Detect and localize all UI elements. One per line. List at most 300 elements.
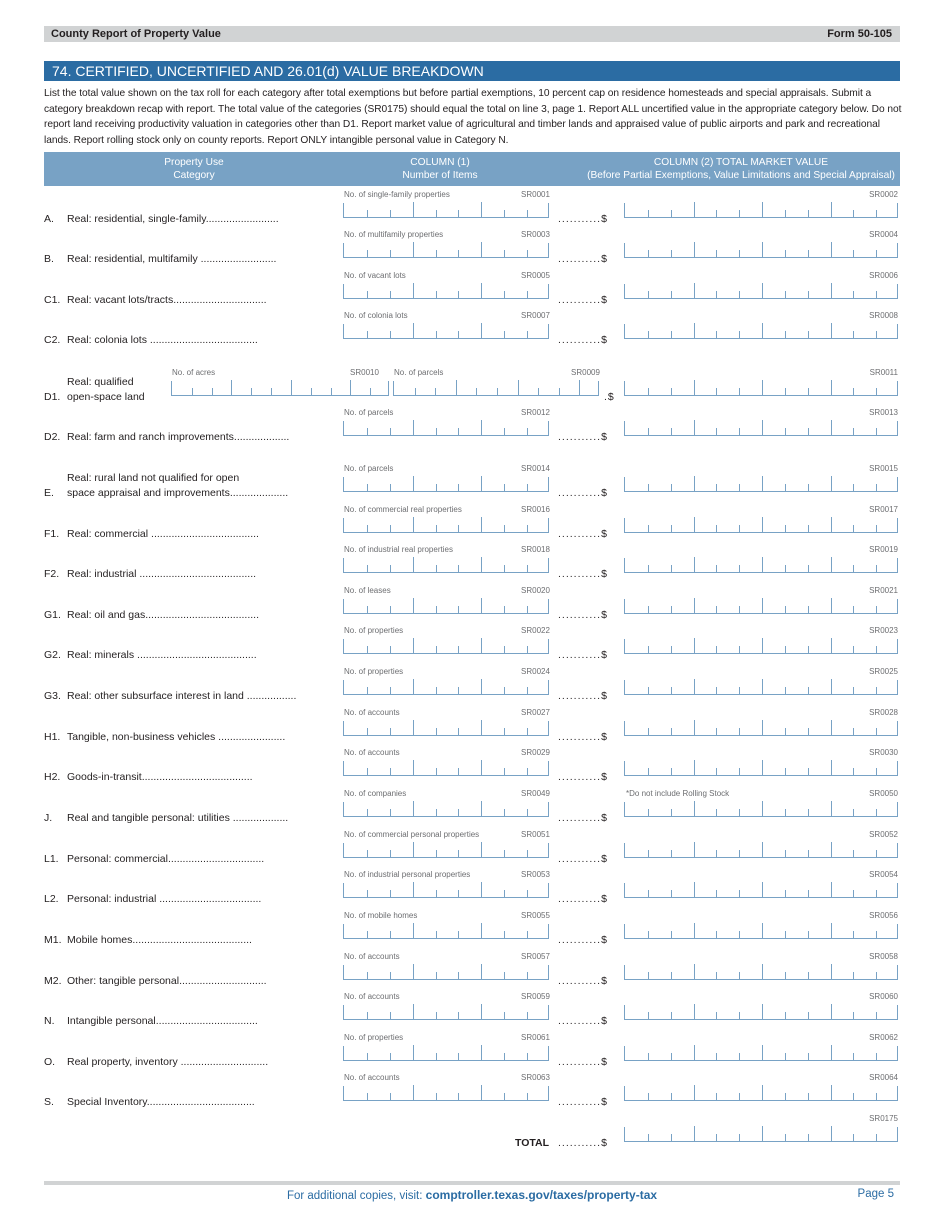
digit-divider xyxy=(413,679,414,694)
value-input[interactable] xyxy=(624,1005,898,1020)
value-input[interactable] xyxy=(624,883,898,898)
form-title: County Report of Property Value xyxy=(51,28,221,40)
digit-divider xyxy=(527,931,528,938)
dollar-sign: ...........$ xyxy=(558,1015,608,1027)
column-header-count-line2: Number of Items xyxy=(402,170,478,181)
count-code: SR0007 xyxy=(521,311,550,320)
digit-divider xyxy=(458,428,459,435)
value-code: SR0025 xyxy=(869,667,898,676)
digit-divider xyxy=(481,517,482,532)
value-input[interactable] xyxy=(624,965,898,980)
row-code: J. xyxy=(44,812,53,824)
digit-divider xyxy=(458,484,459,491)
digit-divider xyxy=(648,687,649,694)
count-code: SR0049 xyxy=(521,789,550,798)
digit-divider xyxy=(367,1053,368,1060)
value-input[interactable] xyxy=(624,243,898,258)
value-code: SR0008 xyxy=(869,311,898,320)
digit-divider xyxy=(671,687,672,694)
digit-divider xyxy=(413,801,414,816)
count-label: No. of industrial personal properties xyxy=(344,870,471,879)
category-row xyxy=(44,911,900,954)
digit-divider xyxy=(694,380,695,395)
digit-divider xyxy=(413,557,414,572)
digit-divider xyxy=(876,1134,877,1141)
digit-divider xyxy=(785,606,786,613)
digit-divider xyxy=(876,687,877,694)
digit-divider xyxy=(853,809,854,816)
digit-divider xyxy=(671,565,672,572)
digit-divider xyxy=(481,1045,482,1060)
digit-divider xyxy=(367,809,368,816)
count-input[interactable] xyxy=(343,284,549,299)
count-input[interactable] xyxy=(343,1086,549,1101)
digit-divider xyxy=(370,388,371,395)
row-code: O. xyxy=(44,1056,56,1068)
digit-divider xyxy=(808,565,809,572)
count-code: SR0063 xyxy=(521,1073,550,1082)
digit-divider xyxy=(694,598,695,613)
digit-divider xyxy=(458,210,459,217)
value-input[interactable] xyxy=(624,518,898,533)
digit-divider xyxy=(527,291,528,298)
dollar-sign: .$ xyxy=(604,391,615,403)
digit-divider xyxy=(694,638,695,653)
digit-divider xyxy=(853,931,854,938)
digit-divider xyxy=(762,476,763,491)
count-input[interactable] xyxy=(343,1005,549,1020)
digit-divider xyxy=(716,1012,717,1019)
dollar-sign: ...........$ xyxy=(558,853,608,865)
digit-divider xyxy=(808,931,809,938)
count-code: SR0055 xyxy=(521,911,550,920)
digit-divider xyxy=(390,525,391,532)
value-input[interactable] xyxy=(624,284,898,299)
digit-divider xyxy=(413,517,414,532)
digit-divider xyxy=(716,972,717,979)
digit-divider xyxy=(808,809,809,816)
digit-divider xyxy=(831,882,832,897)
digit-divider xyxy=(527,428,528,435)
category-row xyxy=(44,368,900,411)
digit-divider xyxy=(853,525,854,532)
count-input[interactable] xyxy=(343,639,549,654)
count-input[interactable] xyxy=(343,965,549,980)
digit-divider xyxy=(504,291,505,298)
count-code: SR0014 xyxy=(521,464,550,473)
digit-divider xyxy=(413,420,414,435)
total-value-code: SR0175 xyxy=(869,1114,898,1123)
digit-divider xyxy=(762,1045,763,1060)
digit-divider xyxy=(458,931,459,938)
digit-divider xyxy=(458,809,459,816)
value-code: SR0006 xyxy=(869,271,898,280)
dollar-sign: ...........$ xyxy=(558,771,608,783)
digit-divider xyxy=(481,801,482,816)
value-code: SR0002 xyxy=(869,190,898,199)
digit-divider xyxy=(785,809,786,816)
digit-divider xyxy=(831,760,832,775)
row-code: C2. xyxy=(44,334,61,346)
digit-divider xyxy=(694,1085,695,1100)
digit-divider xyxy=(367,768,368,775)
digit-divider xyxy=(739,1053,740,1060)
digit-divider xyxy=(436,484,437,491)
count-code: SR0051 xyxy=(521,830,550,839)
category-row xyxy=(44,311,900,354)
digit-divider xyxy=(762,1085,763,1100)
row-label: Real: commercial ..................................... xyxy=(67,528,259,540)
count-code: SR0020 xyxy=(521,586,550,595)
count-code: SR0009 xyxy=(571,368,600,377)
value-input[interactable] xyxy=(624,421,898,436)
count-label: No. of leases xyxy=(344,586,391,595)
count-code: SR0022 xyxy=(521,626,550,635)
digit-divider xyxy=(579,380,580,395)
column-header-bar xyxy=(44,152,900,186)
count-label: No. of commercial real properties xyxy=(344,505,462,514)
category-row xyxy=(44,626,900,669)
count-label: No. of parcels xyxy=(344,408,394,417)
value-code: SR0050 xyxy=(869,789,898,798)
digit-divider xyxy=(527,890,528,897)
row-code: N. xyxy=(44,1015,55,1027)
digit-divider xyxy=(853,291,854,298)
digit-divider xyxy=(435,388,436,395)
value-input[interactable] xyxy=(624,599,898,614)
row-label: Special Inventory..................................... xyxy=(67,1096,255,1108)
digit-divider xyxy=(481,760,482,775)
category-row xyxy=(44,190,900,233)
digit-divider xyxy=(808,850,809,857)
digit-divider xyxy=(831,202,832,217)
digit-divider xyxy=(739,250,740,257)
digit-divider xyxy=(458,728,459,735)
digit-divider xyxy=(853,1012,854,1019)
row-label: Other: tangible personal.............................. xyxy=(67,975,267,987)
digit-divider xyxy=(481,598,482,613)
digit-divider xyxy=(853,606,854,613)
category-row xyxy=(44,789,900,832)
count-input[interactable] xyxy=(343,883,549,898)
value-input[interactable] xyxy=(624,324,898,339)
value-input[interactable] xyxy=(624,680,898,695)
digit-divider xyxy=(481,557,482,572)
value-input[interactable] xyxy=(624,1086,898,1101)
digit-divider xyxy=(648,728,649,735)
value-input[interactable] xyxy=(624,203,898,218)
value-code: SR0017 xyxy=(869,505,898,514)
digit-divider xyxy=(527,606,528,613)
digit-divider xyxy=(716,331,717,338)
value-input[interactable] xyxy=(624,639,898,654)
digit-divider xyxy=(762,1004,763,1019)
digit-divider xyxy=(504,809,505,816)
digit-divider xyxy=(390,972,391,979)
digit-divider xyxy=(458,850,459,857)
digit-divider xyxy=(458,768,459,775)
count-label: No. of colonia lots xyxy=(344,311,408,320)
row-label-line2: open-space land xyxy=(67,391,145,403)
digit-divider xyxy=(876,428,877,435)
row-label: Personal: commercial................................. xyxy=(67,853,265,865)
digit-divider xyxy=(367,525,368,532)
digit-divider xyxy=(436,331,437,338)
digit-divider xyxy=(716,890,717,897)
digit-divider xyxy=(436,210,437,217)
category-row xyxy=(44,1073,900,1116)
digit-divider xyxy=(390,331,391,338)
digit-divider xyxy=(481,420,482,435)
digit-divider xyxy=(413,923,414,938)
digit-divider xyxy=(785,291,786,298)
digit-divider xyxy=(504,646,505,653)
digit-divider xyxy=(694,1045,695,1060)
digit-divider xyxy=(504,484,505,491)
count-input[interactable] xyxy=(343,721,549,736)
footer-divider xyxy=(44,1181,900,1185)
digit-divider xyxy=(671,931,672,938)
count-input[interactable] xyxy=(343,477,549,492)
count-code: SR0005 xyxy=(521,271,550,280)
row-label: Real and tangible personal: utilities ................... xyxy=(67,812,289,824)
digit-divider xyxy=(367,1093,368,1100)
digit-divider xyxy=(876,890,877,897)
digit-divider xyxy=(481,283,482,298)
count-input[interactable] xyxy=(343,843,549,858)
digit-divider xyxy=(458,1012,459,1019)
digit-divider xyxy=(671,646,672,653)
digit-divider xyxy=(458,1093,459,1100)
digit-divider xyxy=(436,606,437,613)
category-row xyxy=(44,586,900,629)
digit-divider xyxy=(739,931,740,938)
digit-divider xyxy=(481,202,482,217)
count-label: No. of properties xyxy=(344,1033,404,1042)
total-label: TOTAL xyxy=(515,1137,550,1149)
digit-divider xyxy=(671,525,672,532)
digit-divider xyxy=(762,964,763,979)
digit-divider xyxy=(853,428,854,435)
digit-divider xyxy=(413,242,414,257)
digit-divider xyxy=(762,517,763,532)
category-row xyxy=(44,830,900,873)
digit-divider xyxy=(481,638,482,653)
dollar-sign: ...........$ xyxy=(558,487,608,499)
digit-divider xyxy=(436,768,437,775)
digit-divider xyxy=(436,1093,437,1100)
digit-divider xyxy=(458,525,459,532)
digit-divider xyxy=(413,476,414,491)
value-code: SR0054 xyxy=(869,870,898,879)
digit-divider xyxy=(481,842,482,857)
dollar-sign: ...........$ xyxy=(558,609,608,621)
row-code: H2. xyxy=(44,771,61,783)
digit-divider xyxy=(504,1053,505,1060)
digit-divider xyxy=(476,388,477,395)
digit-divider xyxy=(739,428,740,435)
digit-divider xyxy=(436,809,437,816)
dollar-sign: ...........$ xyxy=(558,213,608,225)
dollar-sign: ...........$ xyxy=(558,1137,608,1149)
digit-divider xyxy=(853,850,854,857)
value-code: SR0021 xyxy=(869,586,898,595)
digit-divider xyxy=(527,972,528,979)
section-instructions: List the total value shown on the tax roll for each category after total exemptions but before partial exemptions, 10 percent cap on residence homesteads and special appraisals. Submit a category breakdown recap with report. The total value of the categories (SR0175) should equal the total on line 3, page 1. Report ALL uncertified value in the appropriate category below. Do not report land receiving productivity valuation in categories other than D1. Report market value of agricultural and timber lands and appraised value of public airports and park and recreational lands. Report rolling stock only on county reports. Report ONLY intangible personal value in Category N. xyxy=(44,88,902,146)
value-input[interactable] xyxy=(624,1046,898,1061)
dollar-sign: ...........$ xyxy=(558,528,608,540)
digit-divider xyxy=(390,890,391,897)
digit-divider xyxy=(785,850,786,857)
count-input[interactable] xyxy=(343,243,549,258)
count-label: No. of vacant lots xyxy=(344,271,406,280)
value-input[interactable] xyxy=(624,843,898,858)
count-input[interactable] xyxy=(343,421,549,436)
digit-divider xyxy=(831,842,832,857)
digit-divider xyxy=(785,931,786,938)
digit-divider xyxy=(390,250,391,257)
digit-divider xyxy=(739,1093,740,1100)
digit-divider xyxy=(436,972,437,979)
digit-divider xyxy=(808,606,809,613)
dollar-sign: ...........$ xyxy=(558,568,608,580)
digit-divider xyxy=(415,388,416,395)
value-input[interactable] xyxy=(624,381,898,396)
digit-divider xyxy=(648,331,649,338)
digit-divider xyxy=(648,250,649,257)
digit-divider xyxy=(831,242,832,257)
count-code: SR0024 xyxy=(521,667,550,676)
digit-divider xyxy=(504,768,505,775)
digit-divider xyxy=(785,388,786,395)
digit-divider xyxy=(671,768,672,775)
value-code: SR0062 xyxy=(869,1033,898,1042)
category-row xyxy=(44,992,900,1035)
digit-divider xyxy=(458,291,459,298)
digit-divider xyxy=(716,809,717,816)
digit-divider xyxy=(716,1134,717,1141)
value-code: SR0004 xyxy=(869,230,898,239)
digit-divider xyxy=(694,283,695,298)
digit-divider xyxy=(413,323,414,338)
digit-divider xyxy=(876,1012,877,1019)
category-row xyxy=(44,870,900,913)
digit-divider xyxy=(808,428,809,435)
digit-divider xyxy=(716,250,717,257)
digit-divider xyxy=(739,809,740,816)
row-label-line1: Real: rural land not qualified for open xyxy=(67,472,240,484)
digit-divider xyxy=(436,687,437,694)
count-input[interactable] xyxy=(343,802,549,817)
parcels-input[interactable] xyxy=(393,381,599,396)
count-label: No. of accounts xyxy=(344,952,400,961)
count-code: SR0057 xyxy=(521,952,550,961)
digit-divider xyxy=(527,1093,528,1100)
digit-divider xyxy=(481,923,482,938)
count-input[interactable] xyxy=(343,924,549,939)
digit-divider xyxy=(853,1053,854,1060)
digit-divider xyxy=(481,1085,482,1100)
digit-divider xyxy=(694,242,695,257)
digit-divider xyxy=(671,1053,672,1060)
total-value-input[interactable] xyxy=(624,1127,898,1142)
digit-divider xyxy=(716,728,717,735)
digit-divider xyxy=(458,331,459,338)
digit-divider xyxy=(518,380,519,395)
value-input[interactable] xyxy=(624,802,898,817)
value-code: SR0015 xyxy=(869,464,898,473)
digit-divider xyxy=(831,964,832,979)
digit-divider xyxy=(739,525,740,532)
count-input[interactable] xyxy=(343,761,549,776)
digit-divider xyxy=(876,931,877,938)
value-note: *Do not include Rolling Stock xyxy=(626,789,730,798)
digit-divider xyxy=(853,1093,854,1100)
digit-divider xyxy=(212,388,213,395)
count-input[interactable] xyxy=(343,203,549,218)
count-input[interactable] xyxy=(343,558,549,573)
digit-divider xyxy=(671,250,672,257)
digit-divider xyxy=(504,687,505,694)
digit-divider xyxy=(648,565,649,572)
digit-divider xyxy=(271,388,272,395)
count-input[interactable] xyxy=(343,680,549,695)
digit-divider xyxy=(694,202,695,217)
value-input[interactable] xyxy=(624,761,898,776)
digit-divider xyxy=(808,1012,809,1019)
digit-divider xyxy=(876,646,877,653)
digit-divider xyxy=(390,931,391,938)
acres-input[interactable] xyxy=(171,381,389,396)
footer-url-link[interactable]: comptroller.texas.gov/taxes/property-tax xyxy=(425,1188,658,1202)
digit-divider xyxy=(762,760,763,775)
category-row xyxy=(44,464,900,507)
digit-divider xyxy=(390,768,391,775)
digit-divider xyxy=(831,1126,832,1141)
digit-divider xyxy=(808,687,809,694)
count-input[interactable] xyxy=(343,599,549,614)
digit-divider xyxy=(694,801,695,816)
digit-divider xyxy=(739,484,740,491)
digit-divider xyxy=(504,606,505,613)
digit-divider xyxy=(458,646,459,653)
count-input[interactable] xyxy=(343,1046,549,1061)
digit-divider xyxy=(436,1012,437,1019)
digit-divider xyxy=(538,388,539,395)
digit-divider xyxy=(831,323,832,338)
count-input[interactable] xyxy=(343,518,549,533)
digit-divider xyxy=(876,291,877,298)
digit-divider xyxy=(694,720,695,735)
digit-divider xyxy=(436,565,437,572)
value-input[interactable] xyxy=(624,721,898,736)
value-input[interactable] xyxy=(624,924,898,939)
value-input[interactable] xyxy=(624,477,898,492)
digit-divider xyxy=(413,1085,414,1100)
digit-divider xyxy=(876,1093,877,1100)
count-input[interactable] xyxy=(343,324,549,339)
digit-divider xyxy=(716,388,717,395)
category-row xyxy=(44,748,900,791)
value-input[interactable] xyxy=(624,558,898,573)
dollar-sign: ...........$ xyxy=(558,812,608,824)
digit-divider xyxy=(876,972,877,979)
dollar-sign: ...........$ xyxy=(558,690,608,702)
digit-divider xyxy=(808,210,809,217)
dollar-sign: ...........$ xyxy=(558,893,608,905)
digit-divider xyxy=(808,331,809,338)
digit-divider xyxy=(436,525,437,532)
